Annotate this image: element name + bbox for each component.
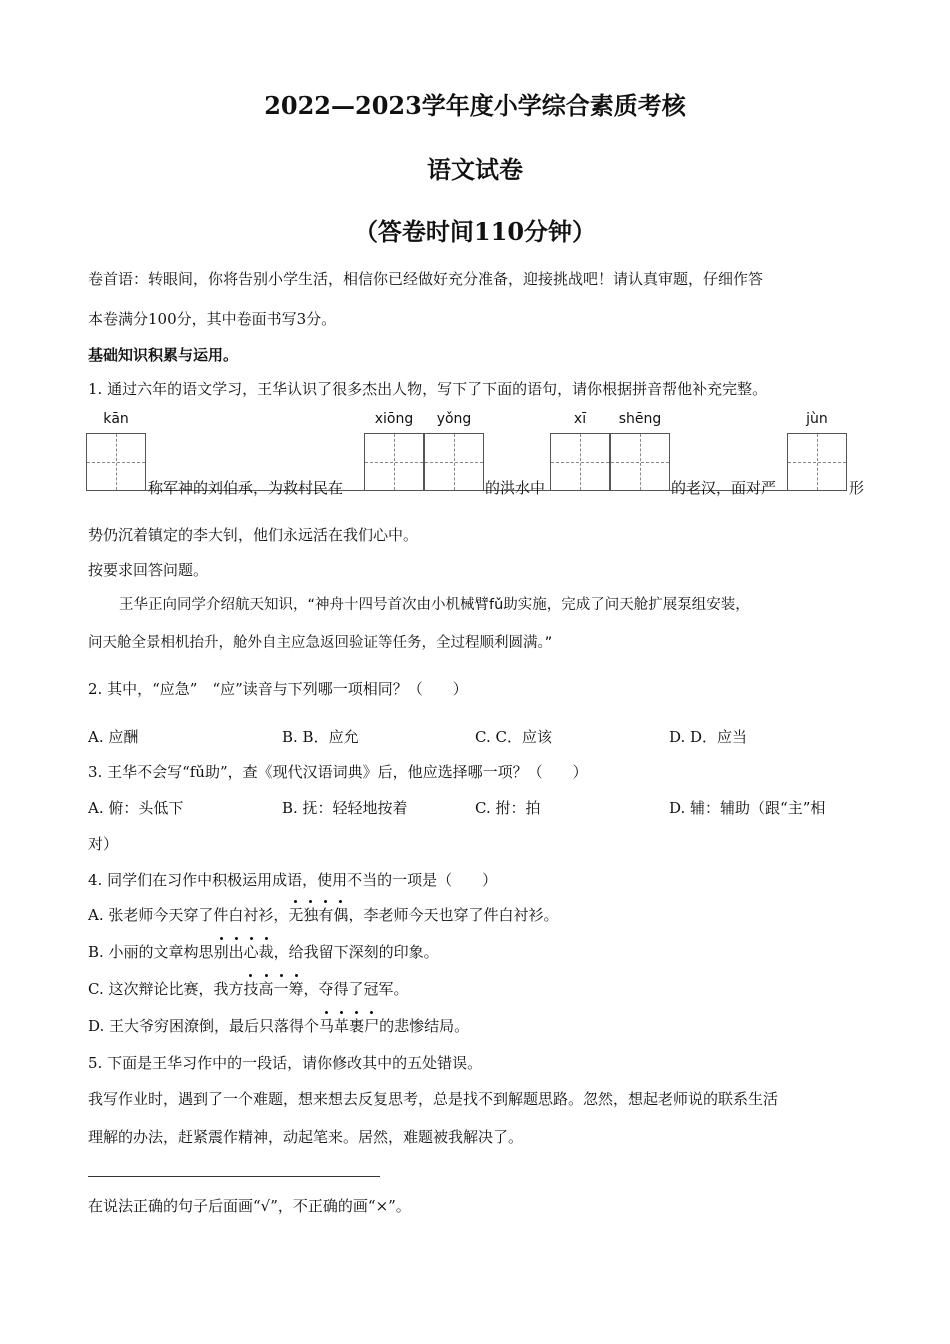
q2-option-b[interactable]: B. B．应允 xyxy=(282,728,359,746)
q3-option-d[interactable]: D. 辅：辅助（跟“主”相 xyxy=(669,799,826,817)
pinyin-jun: jùn xyxy=(806,411,828,427)
q4-option-b[interactable] xyxy=(88,941,439,962)
char-box-xi[interactable] xyxy=(550,433,610,491)
q4-option-d[interactable] xyxy=(88,1015,469,1036)
idiom-a xyxy=(288,906,348,924)
pinyin-sheng: shēng xyxy=(618,411,662,427)
q3-option-a[interactable]: A. 俯：头低下 xyxy=(88,799,184,817)
idiom-char: 革 xyxy=(334,1017,350,1035)
q2-option-c[interactable]: C. C．应该 xyxy=(475,728,552,746)
q1-stem: 1. 通过六年的语文学习，王华认识了很多杰出人物，写下了下面的语句，请你根据拼音帮他补充完整。 xyxy=(88,380,768,398)
pinyin-xiong: xiōng xyxy=(374,411,414,427)
section-title: 基础知识积累与运用。 xyxy=(88,346,239,364)
idiom-char: 筹 xyxy=(288,980,304,998)
q1-segment-3: 的老汉，面对严 xyxy=(671,479,777,497)
intro-line-2: 本卷满分100分，其中卷面书写3分。 xyxy=(88,310,337,328)
q2-option-a[interactable]: A. 应酬 xyxy=(88,728,139,746)
idiom-char: 心 xyxy=(243,943,259,961)
q2-option-d[interactable]: D. D．应当 xyxy=(669,728,748,746)
passage-line-1: 王华正向同学介绍航天知识，“神舟十四号首次由小机械臂fǔ助实施，完成了问天舱扩展泵组安装， xyxy=(119,597,750,613)
q4-option-a[interactable] xyxy=(88,904,558,925)
idiom-char: 出 xyxy=(228,943,244,961)
option-text: B. 小丽的文章构思 xyxy=(88,943,214,961)
idiom-d xyxy=(319,1017,379,1035)
char-box-yong[interactable] xyxy=(424,433,484,491)
q5-line-1: 我写作业时，遇到了一个难题，想来想去反复思考，总是找不到解题思路。忽然，想起老师说的联系生活 xyxy=(88,1090,779,1108)
q2-stem: 2. 其中，“应急” “应”读音与下列哪一项相同？（ ） xyxy=(88,680,468,698)
q3-option-b[interactable]: B. 抚：轻轻地按着 xyxy=(282,799,408,817)
char-box-sheng[interactable] xyxy=(610,433,670,491)
q5-stem: 5. 下面是王华习作中的一段话，请你修改其中的五处错误。 xyxy=(88,1054,483,1072)
option-text: ，给我留下深刻的印象。 xyxy=(273,943,439,961)
option-text: ，夺得了冠军。 xyxy=(303,980,409,998)
idiom-char: 尸 xyxy=(364,1017,380,1035)
pinyin-yong: yǒng xyxy=(436,411,472,427)
q3-stem: 3. 王华不会写“fǔ助”，查《现代汉语词典》后，他应选择哪一项？（ ） xyxy=(88,763,588,781)
pinyin-kan: kān xyxy=(103,411,129,427)
idiom-char: 高 xyxy=(258,980,274,998)
subject-title: 语文试卷 xyxy=(427,155,523,184)
intro-line-1: 卷首语：转眼间，你将告别小学生活，相信你已经做好充分准备，迎接挑战吧！请认真审题，仔细作答 xyxy=(88,270,764,288)
idiom-char: 一 xyxy=(273,980,289,998)
q5-line-2: 理解的办法，赶紧震作精神，动起笔来。居然，难题被我解决了。 xyxy=(88,1128,524,1146)
q1-line-2: 势仍沉着镇定的李大钊，他们永远活在我们心中。 xyxy=(88,526,419,544)
idiom-char: 有 xyxy=(318,906,334,924)
idiom-char: 独 xyxy=(303,906,319,924)
q4-stem: 4. 同学们在习作中积极运用成语，使用不当的一项是（ ） xyxy=(88,871,498,889)
idiom-c xyxy=(243,980,303,998)
q1-segment-1: 称军神的刘伯承，为救村民在 xyxy=(148,479,344,497)
idiom-char: 技 xyxy=(243,980,259,998)
passage-line-2: 问天舱全景相机抬升，舱外自主应急返回验证等任务，全过程顺利圆满。” xyxy=(88,635,553,651)
q3-option-d-cont: 对） xyxy=(88,835,119,853)
idiom-b xyxy=(214,943,274,961)
idiom-char: 裹 xyxy=(349,1017,365,1035)
idiom-char: 偶 xyxy=(333,906,349,924)
option-text: ，李老师今天也穿了件白衬衫。 xyxy=(348,906,559,924)
option-text: C. 这次辩论比赛，我方 xyxy=(88,980,244,998)
instruction: 按要求回答问题。 xyxy=(88,561,209,579)
q1-segment-2: 的洪水中 xyxy=(485,479,546,497)
char-box-kan[interactable] xyxy=(86,433,146,491)
q3-option-c[interactable]: C. 拊：拍 xyxy=(475,799,541,817)
footnote-divider xyxy=(88,1176,380,1177)
char-box-jun[interactable] xyxy=(787,433,847,491)
idiom-char: 马 xyxy=(319,1017,335,1035)
q4-option-c[interactable] xyxy=(88,978,409,999)
q1-segment-4: 形 xyxy=(849,479,865,497)
option-text: D. 王大爷穷困潦倒，最后只落得个 xyxy=(88,1017,320,1035)
time-limit: （答卷时间110分钟） xyxy=(353,217,597,246)
option-text: 的悲惨结局。 xyxy=(379,1017,470,1035)
pinyin-xi: xī xyxy=(573,411,587,427)
exam-title: 2022—2023学年度小学综合素质考核 xyxy=(264,91,686,120)
idiom-char: 别 xyxy=(213,943,229,961)
option-text: A. 张老师今天穿了件白衬衫， xyxy=(88,906,289,924)
footnote: 在说法正确的句子后面画“√”，不正确的画“×”。 xyxy=(88,1197,411,1215)
idiom-char: 无 xyxy=(288,906,304,924)
idiom-char: 裁 xyxy=(258,943,274,961)
char-box-xiong[interactable] xyxy=(364,433,424,491)
